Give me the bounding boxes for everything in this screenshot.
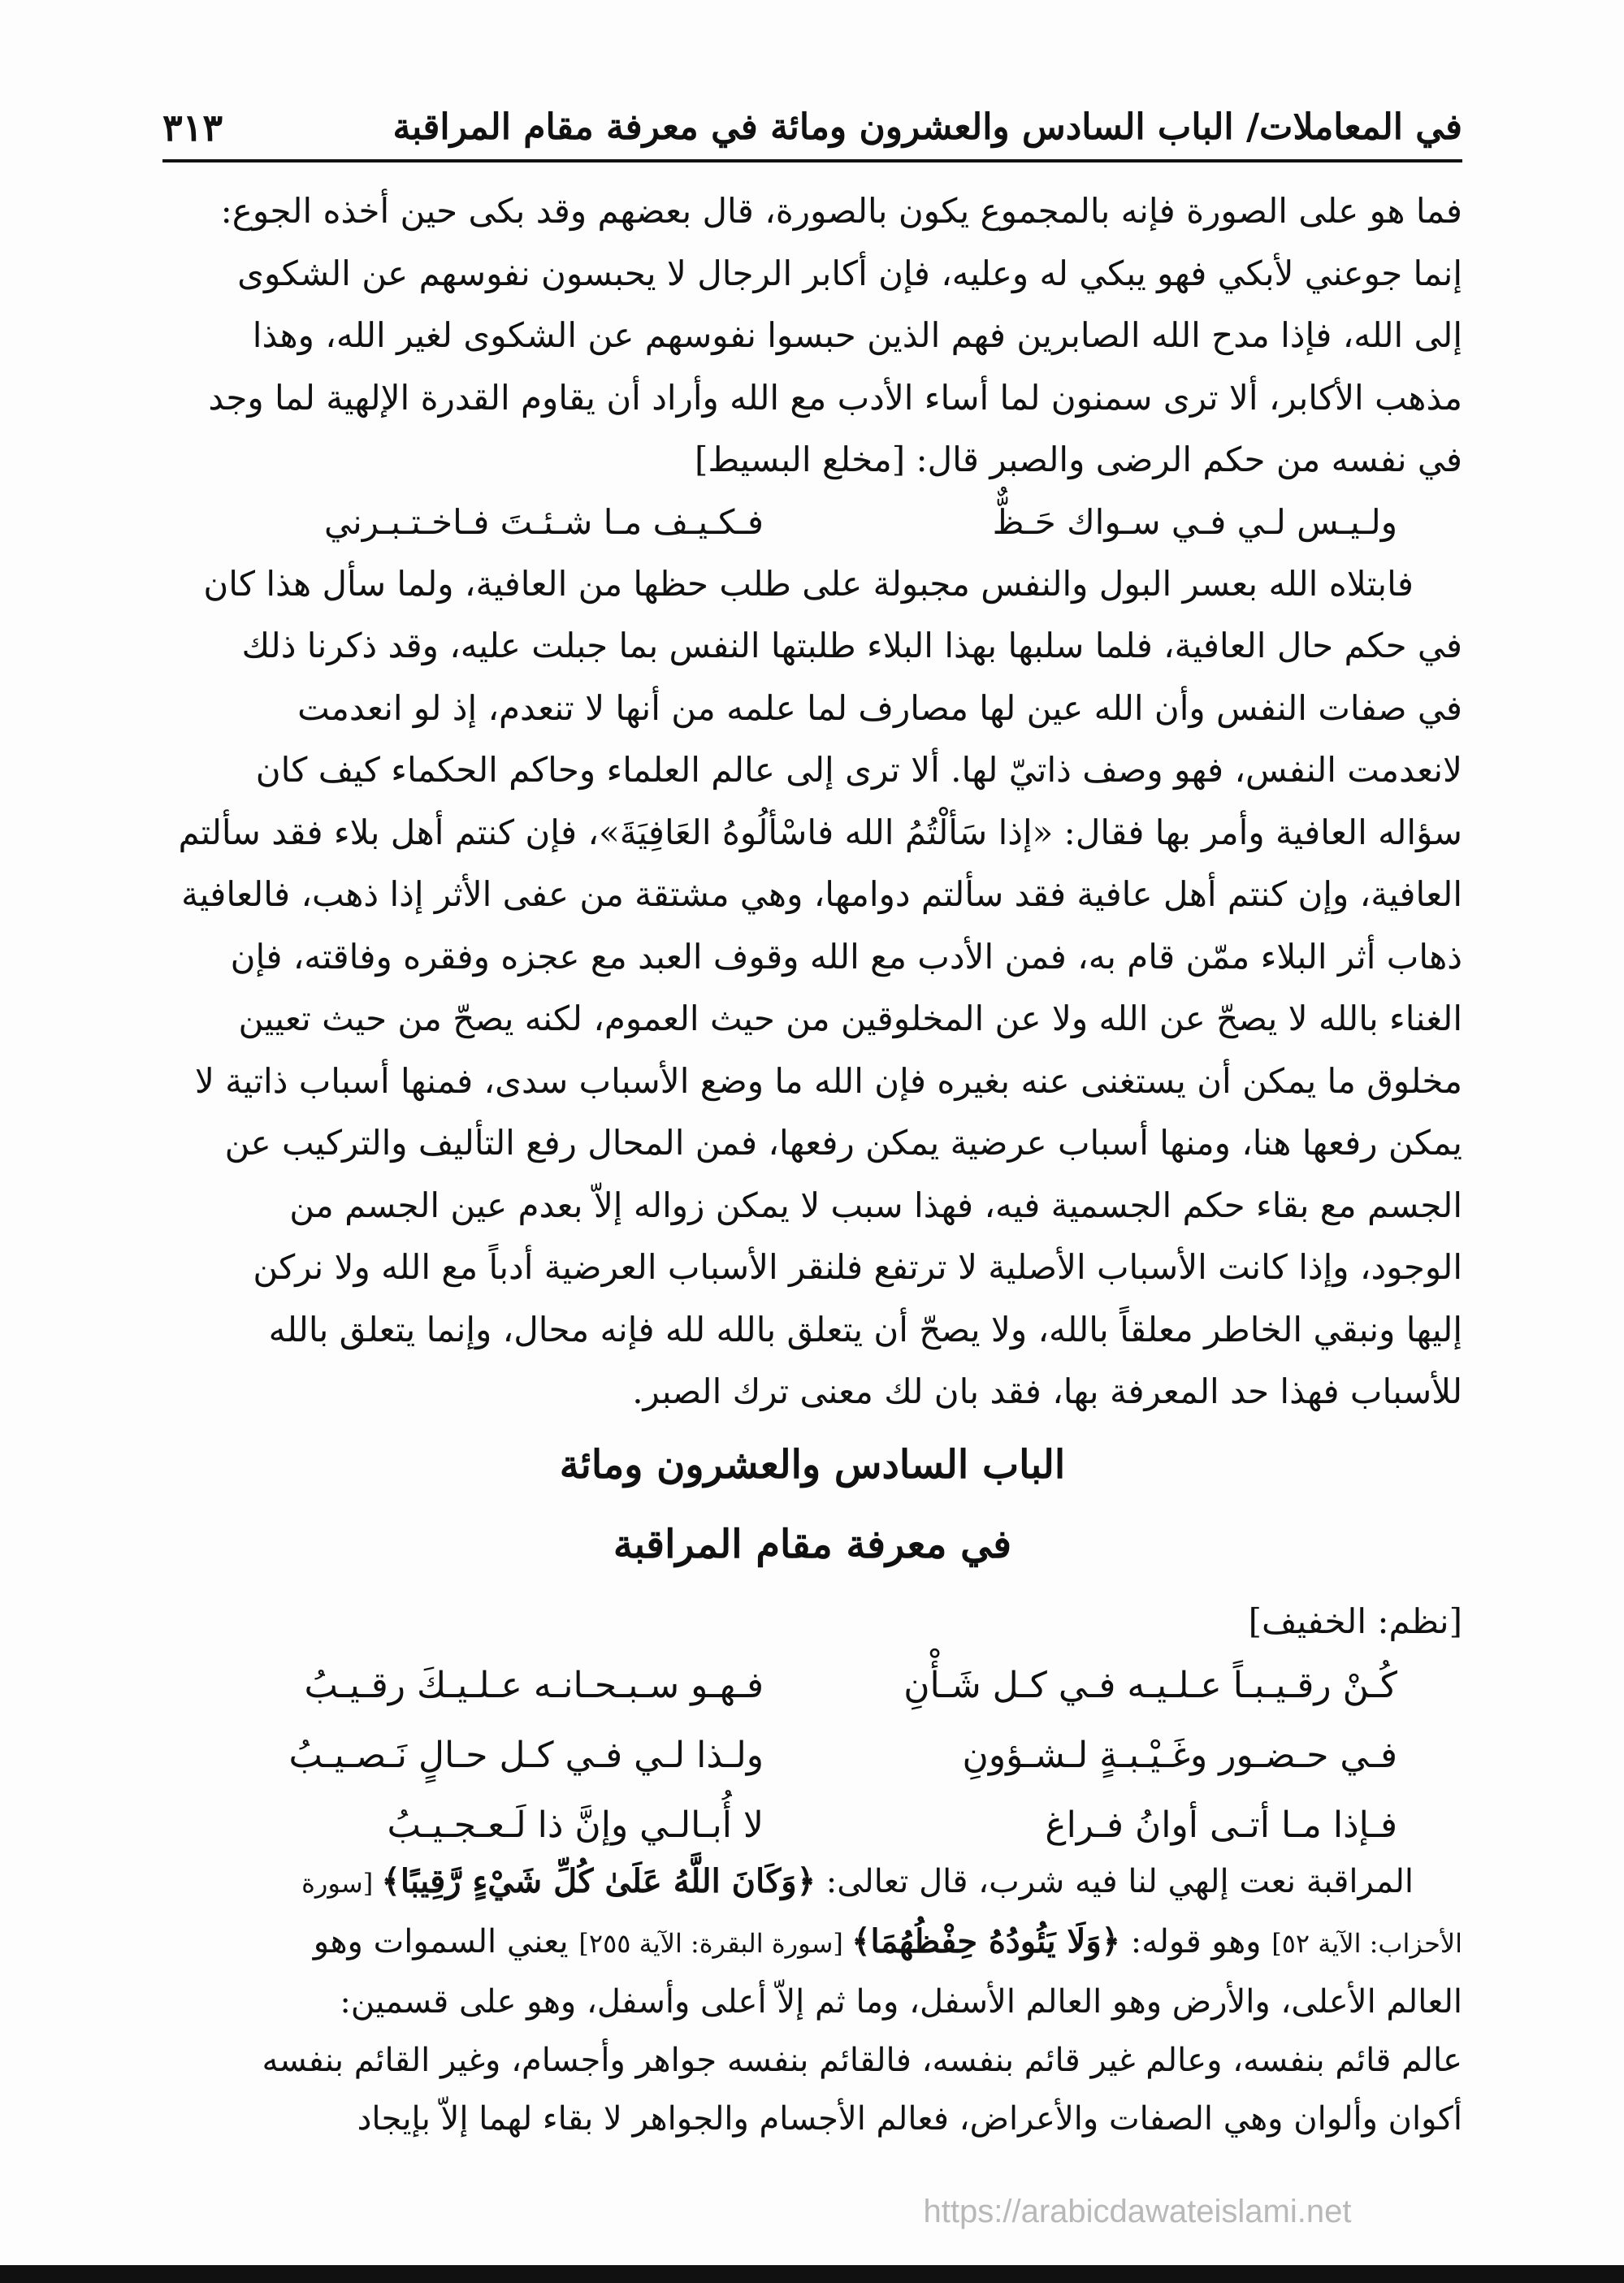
text-line: الغناء بالله لا يصحّ عن الله ولا عن المخلوقين من حيث العموم، لكنه يصحّ من حيث تعيين: [238, 999, 1462, 1038]
page-header: [162, 85, 1462, 150]
text-line: العافية، وإن كنتم أهل عافية فقد سألتم دوامها، وهي مشتقة من عفى الأثر إذا ذهب، فالعافية: [181, 874, 1462, 914]
text-line: ذهاب أثر البلاء ممّن قام به، فمن الأدب مع الله وقوف العبد مع عجزه وفقره وفاقته، فإن: [230, 936, 1462, 977]
body-text-section-1: [162, 180, 1462, 1423]
text-line: سؤاله العافية وأمر بها فقال: «إذا سَألْتُمُ الله فاسْألُوهُ العَافِيَةَ»، فإن كنتم أهل بلاء فقد سألتم: [178, 812, 1462, 852]
quran-verse: ﴿وَكَانَ اللَّهُ عَلَىٰ كُلِّ شَيْءٍ رَّقِيبًا﴾: [381, 1862, 816, 1900]
poem-line: [227, 1791, 1397, 1861]
bottom-scan-edge: [0, 2265, 1624, 2283]
meter-label: [نظم: الخفيف]: [1248, 1601, 1462, 1641]
verse-hemistich-right: ولـيـس لـي فـي سـواك حَـظٌّ: [992, 501, 1397, 542]
running-head: في المعاملات/ الباب السادس والعشرون ومائة في معرفة مقام المراقبة: [392, 106, 1462, 148]
header-rule: [162, 159, 1462, 162]
text-line: الوجود، وإذا كانت الأسباب الأصلية لا ترتفع فلنقر الأسباب العرضية أدباً مع الله ولا نركن: [253, 1247, 1462, 1287]
text-line: في حكم حال العافية، فلما سلبها بهذا البلاء طلبتها النفس بما جبلت عليه، وقد ذكرنا ذلك: [241, 626, 1462, 665]
watermark-url: https://arabicdawateislami.net: [923, 2194, 1352, 2229]
chapter-subtitle: في معرفة مقام المراقبة: [613, 1522, 1012, 1567]
text-run: يعني السموات وهو: [313, 1923, 579, 1960]
text-line: أكوان وألوان وهي الصفات والأعراض، فعالم الأجسام والجواهر لا بقاء لهما إلاّ بإيجاد: [357, 2100, 1462, 2138]
text-line: فما هو على الصورة فإنه بالمجموع يكون بالصورة، قال بعضهم وقد بكى حين أخذه الجوع:: [220, 191, 1462, 231]
citation-ref: الأحزاب: الآية ٥٢]: [1271, 1928, 1462, 1959]
body-text-section-2: [162, 1852, 1462, 2148]
text-line: في صفات النفس وأن الله عين لها مصارف لما علمه من أنها لا تنعدم، إذ لو انعدمت: [297, 687, 1462, 728]
poem-block: [162, 1592, 1462, 1861]
poem-hemistich-right: فـإذا مـا أتـى أوانُ فـراغ: [1045, 1804, 1397, 1846]
text-line: لانعدمت النفس، فهو وصف ذاتيّ لها. ألا ترى إلى عالم العلماء وحاكم الحكماء كيف كان: [255, 750, 1462, 790]
page-number: ٣١٣: [162, 106, 223, 149]
poem-hemistich-left: لا أُبـالـي وإنَّ ذا لَـعـجـيـبُ: [387, 1804, 764, 1846]
paragraph-2: [162, 553, 1462, 1423]
poem-line: [227, 1721, 1397, 1791]
text-run: المراقبة نعت إلهي لنا فيه شرب، قال تعالى:: [816, 1863, 1414, 1900]
text-line: [162, 1913, 1462, 1973]
text-run: وهو قوله:: [1120, 1923, 1272, 1960]
text-line: إليها ونبقي الخاطر معلقاً بالله، ولا يصحّ أن يتعلق بالله لله فإنه محال، وإنما يتعلق بالله: [268, 1309, 1462, 1349]
text-line: العالم الأعلى، والأرض وهو العالم الأسفل، وما ثم إلاّ أعلى وأسفل، وهو على قسمين:: [340, 1983, 1462, 2021]
text-line: فابتلاه الله بعسر البول والنفس مجبولة على طلب حظها من العافية، ولما سأل هذا كان: [203, 563, 1414, 604]
citation-ref: [سورة: [301, 1868, 382, 1899]
poem-line: [227, 1651, 1397, 1721]
citation-ref: [سورة البقرة: الآية ٢٥٥]: [578, 1928, 852, 1959]
text-line: مخلوق ما يمكن أن يستغنى عنه بغيره فإن الله ما وضع الأسباب سدى، فمنها أسباب ذاتية لا: [194, 1060, 1462, 1101]
poem-hemistich-left: ولـذا لـي فـي كـل حـالٍ نَـصـيـبُ: [288, 1735, 764, 1776]
poem-hemistich-left: فـهـو سـبـحـانـه عـلـيـكَ رقـيـبُ: [304, 1665, 764, 1706]
text-line: إنما جوعني لأبكي فهو يبكي له وعليه، فإن أكابر الرجال لا يحبسون نفوسهم عن الشكوى: [237, 253, 1462, 293]
poem-hemistich-right: كُـنْ رقـيـبـاً عـلـيـه فـي كـل شَـأْنِ: [903, 1665, 1397, 1706]
verse-line: [227, 492, 1397, 553]
text-line: في نفسه من حكم الرضى والصبر قال: [مخلع البسيط]: [694, 440, 1462, 479]
text-line: الجسم مع بقاء حكم الجسمية فيه، فهذا سبب لا يمكن زواله إلاّ بعدم عين الجسم من: [289, 1185, 1462, 1225]
paragraph-1: [162, 180, 1462, 492]
chapter-title: الباب السادس والعشرون ومائة: [559, 1442, 1066, 1488]
poem-hemistich-right: فـي حـضـور وغَـيْـبـةٍ لـشـؤونِ: [962, 1735, 1397, 1776]
text-line: يمكن رفعها هنا، ومنها أسباب عرضية يمكن رفعها، فمن المحال رفع التأليف والتركيب عن: [224, 1123, 1462, 1163]
text-line: [162, 1852, 1462, 1913]
text-line: مذهب الأكابر، ألا ترى سمنون لما أساء الأدب مع الله وأراد أن يقاوم القدرة الإلهية لما وجد: [208, 377, 1462, 418]
text-line: للأسباب فهذا حد المعرفة بها، فقد بان لك معنى ترك الصبر.: [632, 1371, 1462, 1411]
quran-verse: ﴿وَلَا يَئُودُهُ حِفْظُهُمَا﴾: [851, 1922, 1121, 1960]
text-line: إلى الله، فإذا مدح الله الصابرين فهم الذين حبسوا نفوسهم عن الشكوى لغير الله، وهذا: [252, 315, 1462, 355]
verse-hemistich-left: فـكـيـف مـا شـئـتَ فـاخـتـبـرني: [324, 501, 764, 542]
text-line: عالم قائم بنفسه، وعالم غير قائم بنفسه، فالقائم بنفسه جواهر وأجسام، وغير القائم بنفسه: [262, 2042, 1462, 2079]
